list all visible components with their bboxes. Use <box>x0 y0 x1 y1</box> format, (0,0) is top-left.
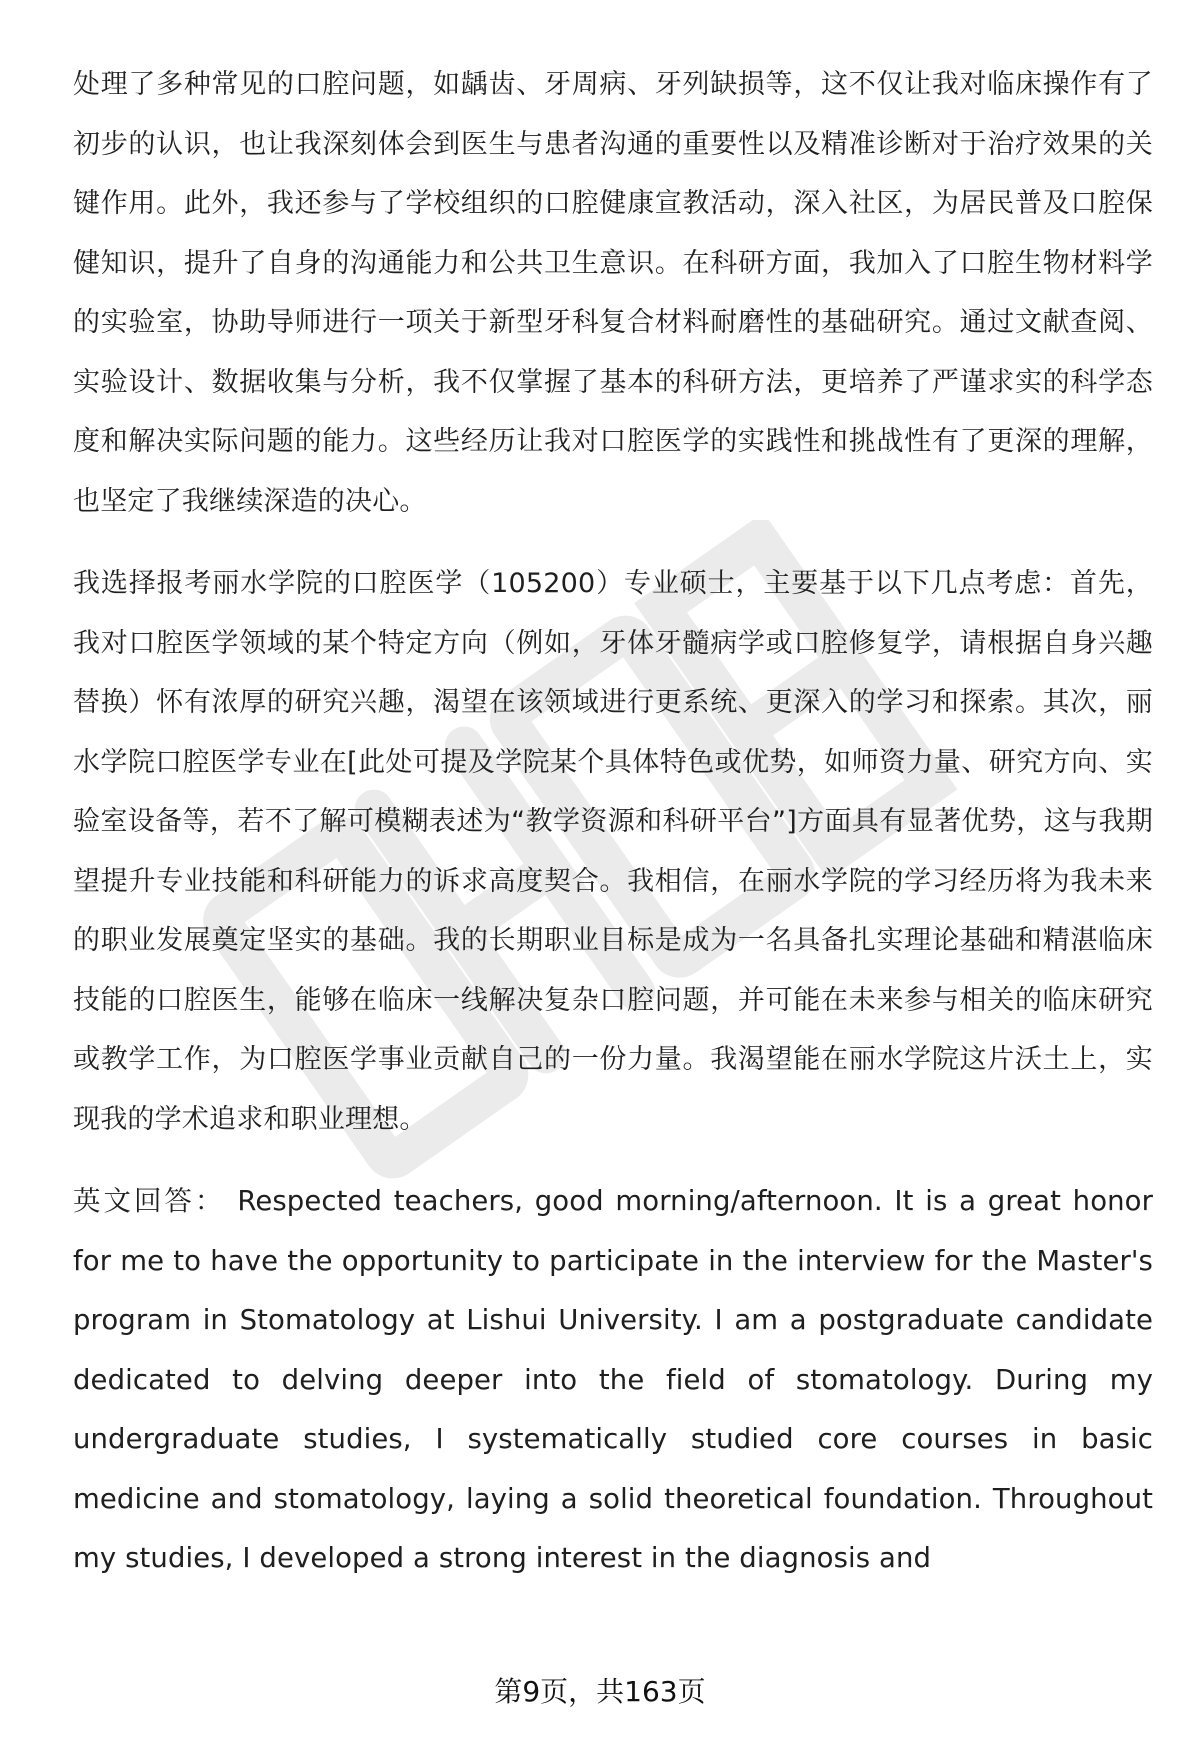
paragraph-application-reasons: 我选择报考丽水学院的口腔医学（105200）专业硕士，主要基于以下几点考虑：首先，我对口腔医学领域的某个特定方向（例如，牙体牙髓病学或口腔修复学，请根据自身兴趣替换）怀有浓厚的研究兴趣，渴望在该领域进行更系统、更深入的学习和探索。其次，丽水学院口腔医学专业在[此处可提及学院某个具体特色或优势，如师资力量、研究方向、实验室设备等，若不了解可模糊表述为“教学资源和科研平台”]方面具有显著优势，这与我期望提升专业技能和科研能力的诉求高度契合。我相信，在丽水学院的学习经历将为我未来的职业发展奠定坚实的基础。我的长期职业目标是成为一名具备扎实理论基础和精湛临床技能的口腔医生，能够在临床一线解决复杂口腔问题，并可能在未来参与相关的临床研究或教学工作，为口腔医学事业贡献自己的一份力量。我渴望能在丽水学院这片沃土上，实现我的学术追求和职业理想。 <box>73 568 1153 1135</box>
english-answer-text: Respected teachers, good morning/afternoon. It is a great honor for me to have the opportunity to participate in the interview for the Master's program in Stomatology at Lishui University. I am a postgraduate candidate dedicated to delving deeper into the field of stomatology. During my undergraduate studies, I systematically studied core courses in basic medicine and stomatology, laying a solid theoretical foundation. Throughout my studies, I developed a strong interest in the diagnosis and <box>73 1185 1153 1574</box>
english-answer-label: 英文回答： <box>73 1185 226 1217</box>
page-indicator: 第9页，共163页 <box>494 1675 706 1708</box>
document-body <box>73 55 1153 1589</box>
paragraph-english-answer <box>73 1172 1153 1589</box>
paragraph-clinical-experience: 处理了多种常见的口腔问题，如龋齿、牙周病、牙列缺损等，这不仅让我对临床操作有了初步的认识，也让我深刻体会到医生与患者沟通的重要性以及精准诊断对于治疗效果的关键作用。此外，我还参与了学校组织的口腔健康宣教活动，深入社区，为居民普及口腔保健知识，提升了自身的沟通能力和公共卫生意识。在科研方面，我加入了口腔生物材料学的实验室，协助导师进行一项关于新型牙科复合材料耐磨性的基础研究。通过文献查阅、实验设计、数据收集与分析，我不仅掌握了基本的科研方法，更培养了严谨求实的科学态度和解决实际问题的能力。这些经历让我对口腔医学的实践性和挑战性有了更深的理解，也坚定了我继续深造的决心。 <box>73 69 1153 517</box>
